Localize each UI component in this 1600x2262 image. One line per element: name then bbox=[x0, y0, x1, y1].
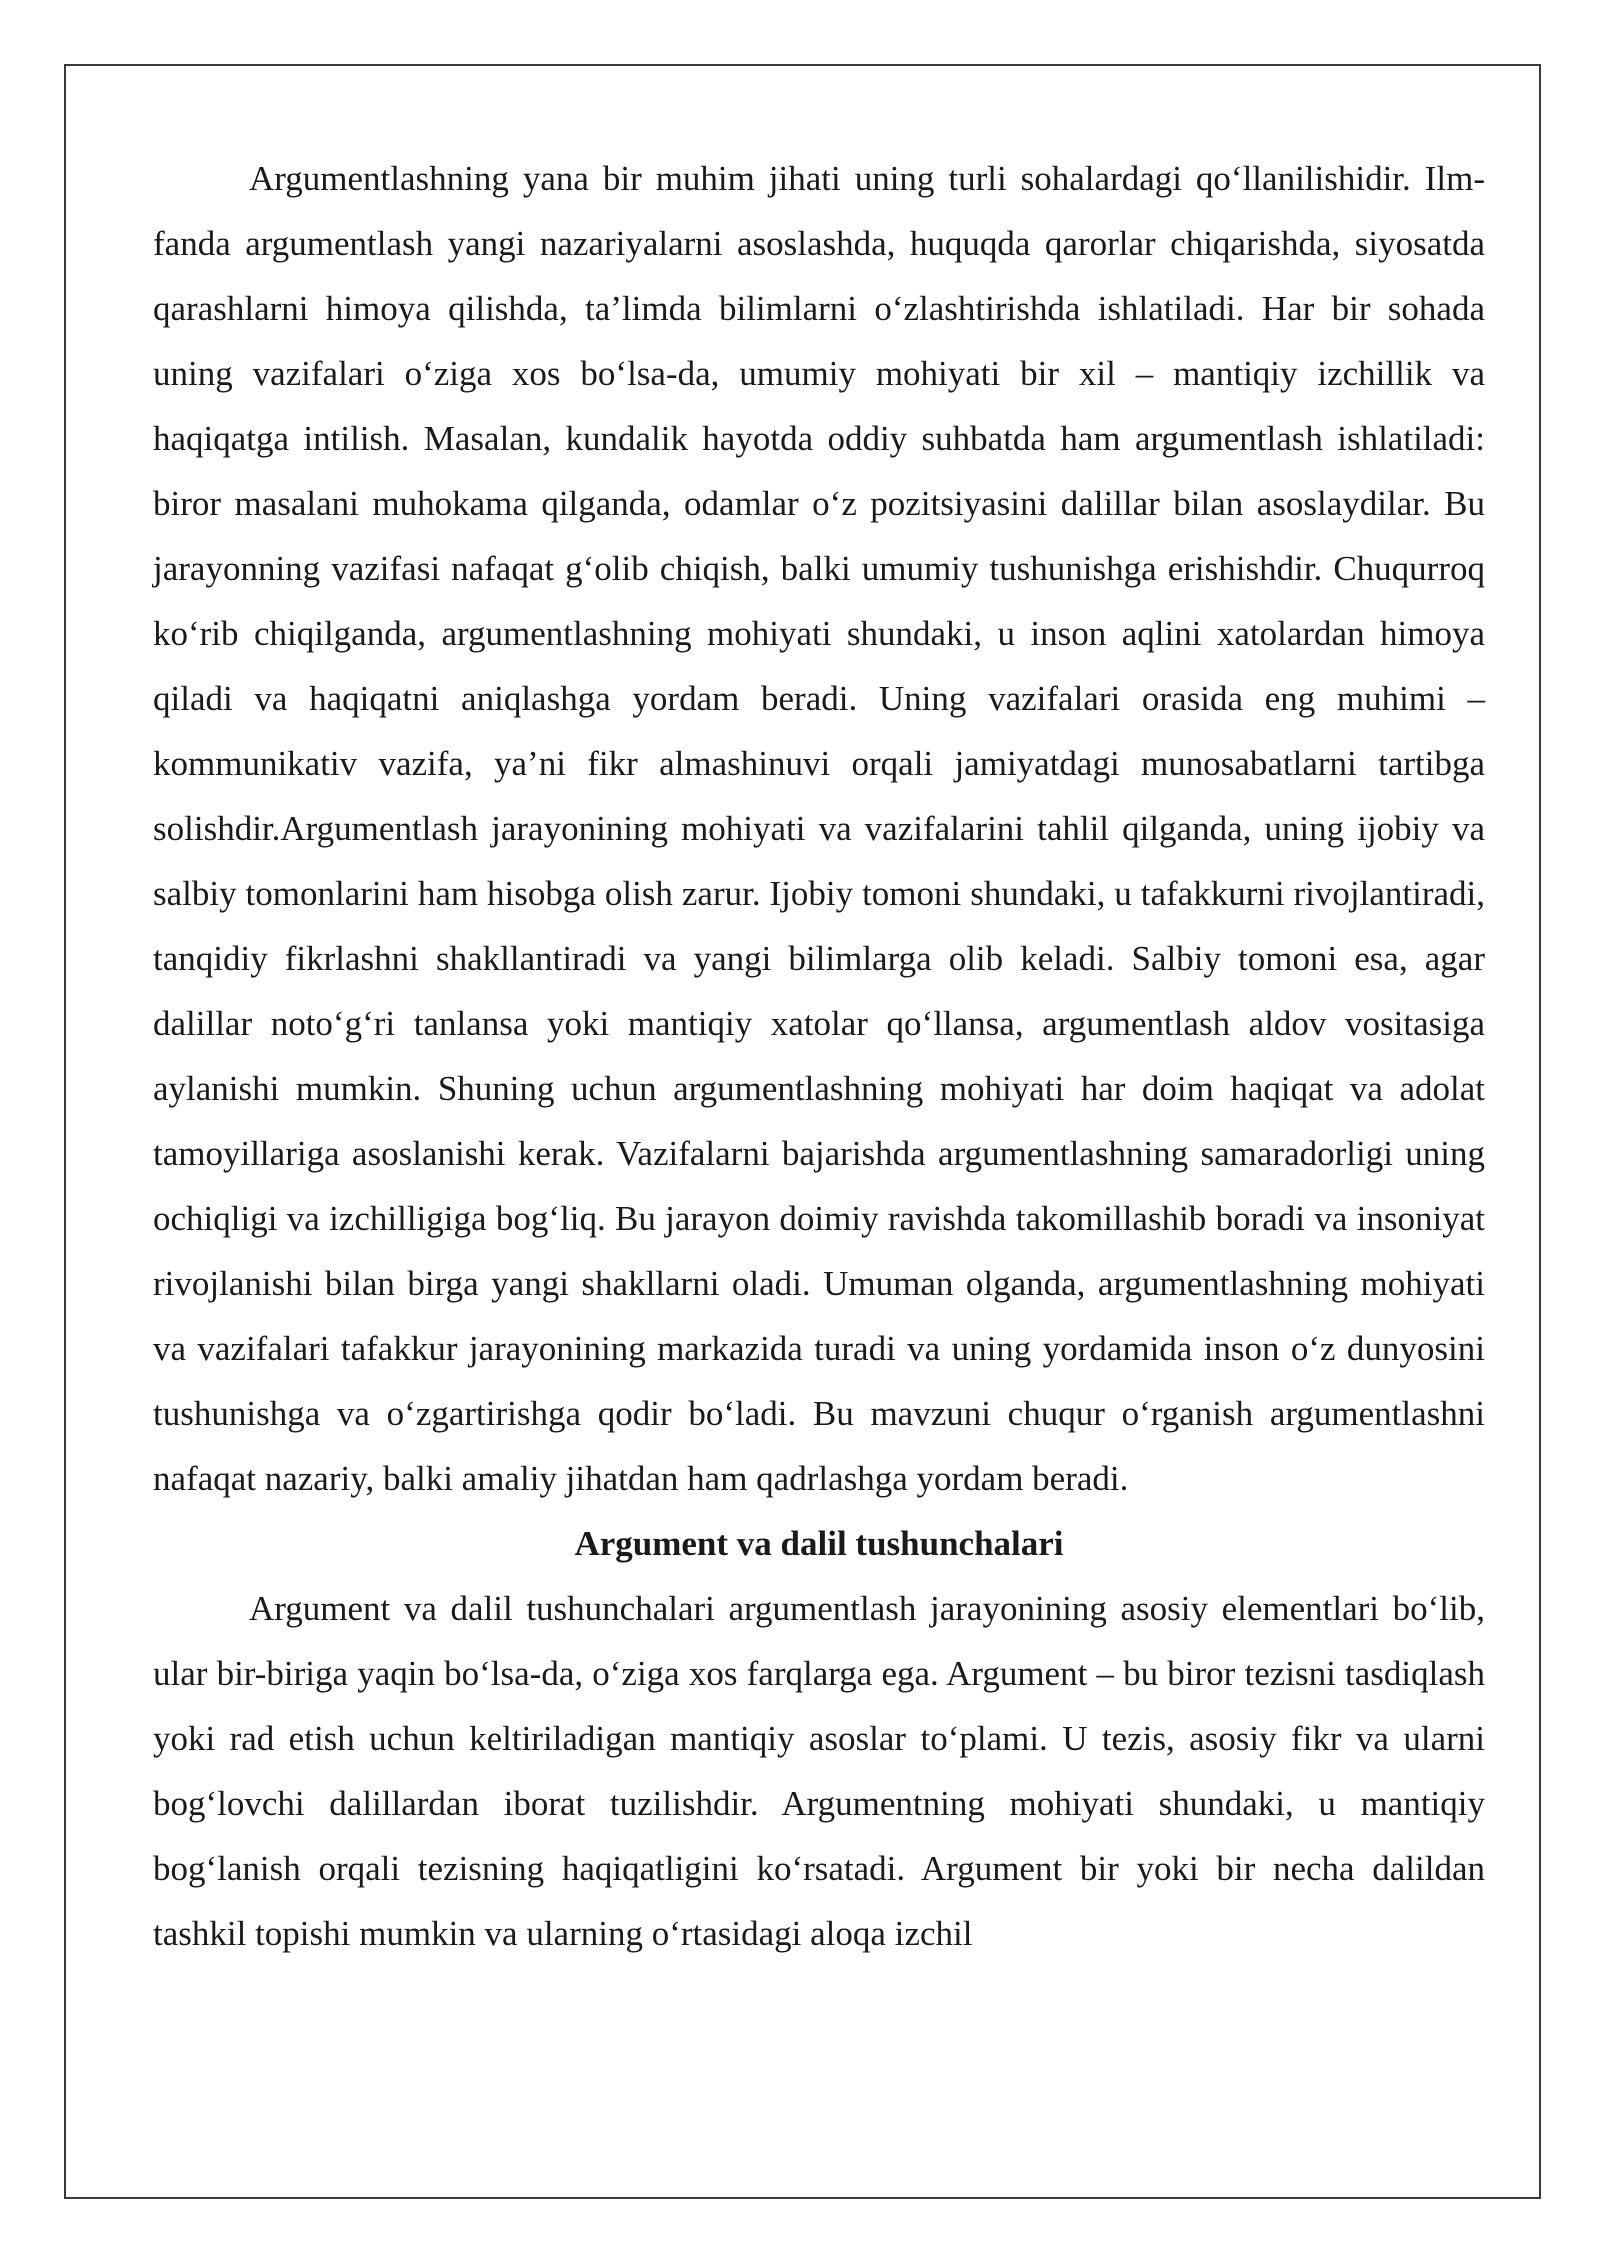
body-paragraph: Argument va dalil tushunchalari argumentlash jarayonining asosiy elementlari bo‘lib, ular bir-biriga yaqin bo‘lsa-da, o‘ziga xos farqlarga ega. Argument – bu biror tezisni tasdiqlash yoki rad etish uchun keltiriladigan mantiqiy asoslar to‘plami. U tezis, asosiy fikr va ularni bog‘lovchi dalillardan iborat tuzilishdir. Argumentning mohiyati shundaki, u mantiqiy bog‘lanish orqali tezisning haqiqatligini ko‘rsatadi. Argument bir yoki bir necha dalildan tashkil topishi mumkin va ularning o‘rtasidagi aloqa izchil bbox=[153, 1589, 1485, 1953]
body-paragraph: Argumentlashning yana bir muhim jihati uning turli sohalardagi qo‘llanilishidir. Ilm-fanda argumentlash yangi nazariyalarni asoslashda, huquqda qarorlar chiqarishda, siyosatda qarashlarni himoya qilishda, ta’limda bilimlarni o‘zlashtirishda ishlatiladi. Har bir sohada uning vazifalari o‘ziga xos bo‘lsa-da, umumiy mohiyati bir xil – mantiqiy izchillik va haqiqatga intilish. Masalan, kundalik hayotda oddiy suhbatda ham argumentlash ishlatiladi: biror masalani muhokama qilganda, odamlar o‘z pozitsiyasini dalillar bilan asoslaydilar. Bu jarayonning vazifasi nafaqat g‘olib chiqish, balki umumiy tushunishga erishishdir. Chuqurroq ko‘rib chiqilganda, argumentlashning mohiyati shundaki, u inson aqlini xatolardan himoya qiladi va haqiqatni aniqlashga yordam beradi. Uning vazifalari orasida eng muhimi – kommunikativ vazifa, ya’ni fikr almashinuvi orqali jamiyatdagi munosabatlarni tartibga solishdir.Argumentlash jarayonining mohiyati va vazifalarini tahlil qilganda, uning ijobiy va salbiy tomonlarini ham hisobga olish zarur. Ijobiy tomoni shundaki, u tafakkurni rivojlantiradi, tanqidiy fikrlashni shakllantiradi va yangi bilimlarga olib keladi. Salbiy tomoni esa, agar dalillar noto‘g‘ri tanlansa yoki mantiqiy xatolar qo‘llansa, argumentlash aldov vositasiga aylanishi mumkin. Shuning uchun argumentlashning mohiyati har doim haqiqat va adolat tamoyillariga asoslanishi kerak. Vazifalarni bajarishda argumentlashning samaradorligi uning ochiqligi va izchilligiga bog‘liq. Bu jarayon doimiy ravishda takomillashib boradi va insoniyat rivojlanishi bilan birga yangi shakllarni oladi. Umuman olganda, argumentlashning mohiyati va vazifalari tafakkur jarayonining markazida turadi va uning yordamida inson o‘z dunyosini tushunishga va o‘zgartirishga qodir bo‘ladi. Bu mavzuni chuqur o‘rganish argumentlashni nafaqat nazariy, balki amaliy jihatdan ham qadrlashga yordam beradi. bbox=[153, 159, 1485, 1498]
document-body bbox=[153, 146, 1485, 1966]
section-heading: Argument va dalil tushunchalari bbox=[574, 1524, 1064, 1563]
